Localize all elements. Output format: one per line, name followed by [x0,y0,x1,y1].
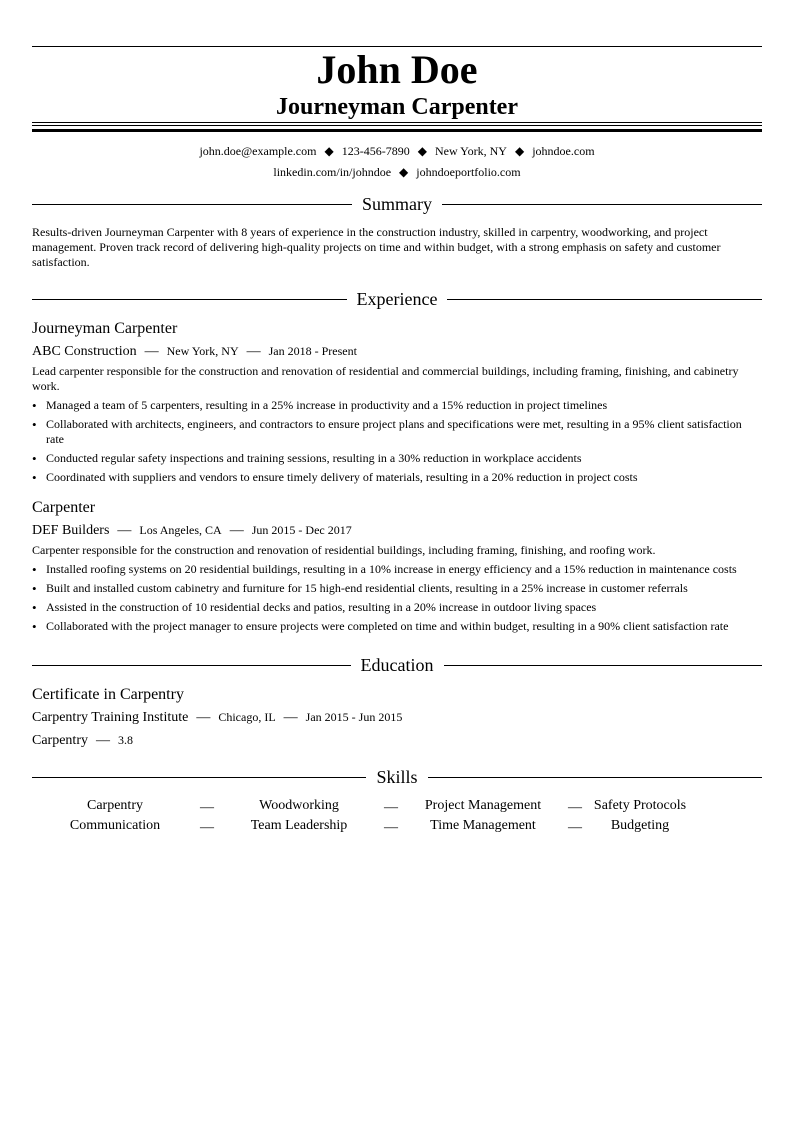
company-name: DEF Builders [32,523,110,538]
skill-item: Budgeting [610,818,670,833]
dash-separator: — [144,344,159,359]
skill-item: Project Management [424,798,542,813]
job-title: Journeyman Carpenter [32,320,178,337]
heading-rule [32,204,352,205]
list-item [32,417,762,447]
diamond-separator-icon: ◆ [417,144,427,158]
bullet-text: Coordinated with suppliers and vendors to ensure timely delivery of materials, resulting in a 20% reduction in project costs [46,470,638,484]
heading-rule [32,777,366,778]
bullet-text: Collaborated with architects, engineers, and contractors to ensure project plans and specifications were met, resulting in a 95% client satisfaction rate [46,417,742,446]
dash-separator: — [200,800,214,815]
job-dates: Jan 2018 - Present [268,344,357,358]
job-entry [32,498,762,638]
skills-heading [32,766,762,788]
job-title: Carpenter [32,499,96,516]
bullet-dot-icon: • [32,398,37,413]
gpa-value: 3.8 [117,733,133,747]
email-link[interactable]: john.doe@example.com [199,144,317,158]
education-heading [32,654,762,676]
diamond-separator-icon: ◆ [324,144,334,158]
company-name: ABC Construction [32,344,137,359]
contact-line-2 [32,164,762,180]
bullet-dot-icon: • [32,451,37,466]
job-bullets [32,398,762,485]
website-link[interactable]: johndoe.com [532,144,595,158]
skills-row [32,796,762,816]
skills-row [32,816,762,836]
dash-separator: — [200,820,214,835]
education-meta [32,707,762,728]
heading-rule [32,665,351,666]
bullet-dot-icon: • [32,600,37,615]
list-item [32,451,762,466]
job-dates: Jun 2015 - Dec 2017 [251,523,352,537]
bullet-dot-icon: • [32,562,37,577]
bullet-dot-icon: • [32,470,37,485]
experience-heading [32,288,762,310]
education-location: Chicago, IL [218,710,276,724]
list-item [32,619,762,634]
list-item [32,581,762,596]
dash-separator: — [384,820,398,835]
dash-separator: — [568,800,582,815]
section-title: Skills [376,767,418,787]
summary-heading [32,193,762,215]
dash-separator: — [95,733,110,748]
job-description: Carpenter responsible for the construction and renovation of residential buildings, including framing, finishing, and roofing work. [32,543,656,557]
bullet-text: Built and installed custom cabinetry and furniture for 15 high-end residential clients, resulting in a 25% increase in customer referrals [46,581,688,595]
heading-rule [442,204,762,205]
candidate-name: John Doe [316,47,478,92]
job-description: Lead carpenter responsible for the construction and renovation of residential and commercial buildings, including framing, finishing, and cabinetry work. [32,364,739,393]
skill-item: Time Management [430,818,536,833]
header-rule-thin-1 [32,122,762,123]
heading-rule [32,299,347,300]
header-rule-thick [32,129,762,132]
dash-separator: — [117,523,132,538]
dash-separator: — [384,800,398,815]
dash-separator: — [568,820,582,835]
education-entry [32,685,762,751]
job-entry [32,319,762,489]
skill-item: Woodworking [259,798,339,813]
heading-rule [447,299,762,300]
job-meta [32,341,762,362]
summary-text: Results-driven Journeyman Carpenter with 8 years of experience in the construction industry, skilled in carpentry, woodworking, and project management. Proven track record of delivering high-quality projects on time and within budget, with a strong emphasis on safety and customer satisfaction. [32,225,721,269]
linkedin-link[interactable]: linkedin.com/in/johndoe [273,165,392,179]
skill-item: Carpentry [87,798,143,813]
dash-separator: — [283,710,298,725]
heading-rule [428,777,762,778]
job-meta [32,520,762,541]
heading-rule [444,665,763,666]
list-item [32,398,762,413]
dash-separator: — [229,523,244,538]
bullet-text: Managed a team of 5 carpenters, resulting in a 25% increase in productivity and a 15% reduction in project timelines [46,398,608,412]
diamond-separator-icon: ◆ [514,144,525,158]
list-item [32,600,762,615]
dash-separator: — [246,344,261,359]
diamond-separator-icon: ◆ [399,165,409,179]
header-rule-thin-2 [32,125,762,126]
bullet-dot-icon: • [32,581,37,596]
list-item [32,562,762,577]
education-dates: Jan 2015 - Jun 2015 [305,710,403,724]
skills-grid [32,796,762,836]
section-title: Summary [362,194,432,214]
location: New York, NY [434,144,507,158]
portfolio-link[interactable]: johndoeportfolio.com [416,165,521,179]
dash-separator: — [196,710,211,725]
institution-name: Carpentry Training Institute [32,710,189,725]
bullet-text: Installed roofing systems on 20 residential buildings, resulting in a 10% increase in energy efficiency and a 15% reduction in maintenance costs [46,562,737,576]
degree-title: Certificate in Carpentry [32,686,184,703]
skill-item: Safety Protocols [593,798,687,813]
skill-item: Communication [69,818,161,833]
field-of-study: Carpentry [32,733,88,748]
job-bullets [32,562,762,634]
education-field-row [32,730,762,751]
job-location: New York, NY [166,344,239,358]
list-item [32,470,762,485]
skill-item: Team Leadership [250,818,348,833]
section-title: Education [360,655,434,675]
bullet-dot-icon: • [32,619,37,634]
bullet-dot-icon: • [32,417,37,432]
candidate-title: Journeyman Carpenter [276,94,518,120]
bullet-text: Assisted in the construction of 10 residential decks and patios, resulting in a 20% increase in outdoor living spaces [46,600,597,614]
phone-number: 123-456-7890 [341,144,410,158]
bullet-text: Collaborated with the project manager to ensure projects were completed on time and within budget, resulting in a 90% client satisfaction rate [46,619,729,633]
contact-line-1 [32,143,762,159]
job-location: Los Angeles, CA [139,523,222,537]
section-title: Experience [356,289,438,309]
bullet-text: Conducted regular safety inspections and training sessions, resulting in a 30% reduction in workplace accidents [46,451,582,465]
